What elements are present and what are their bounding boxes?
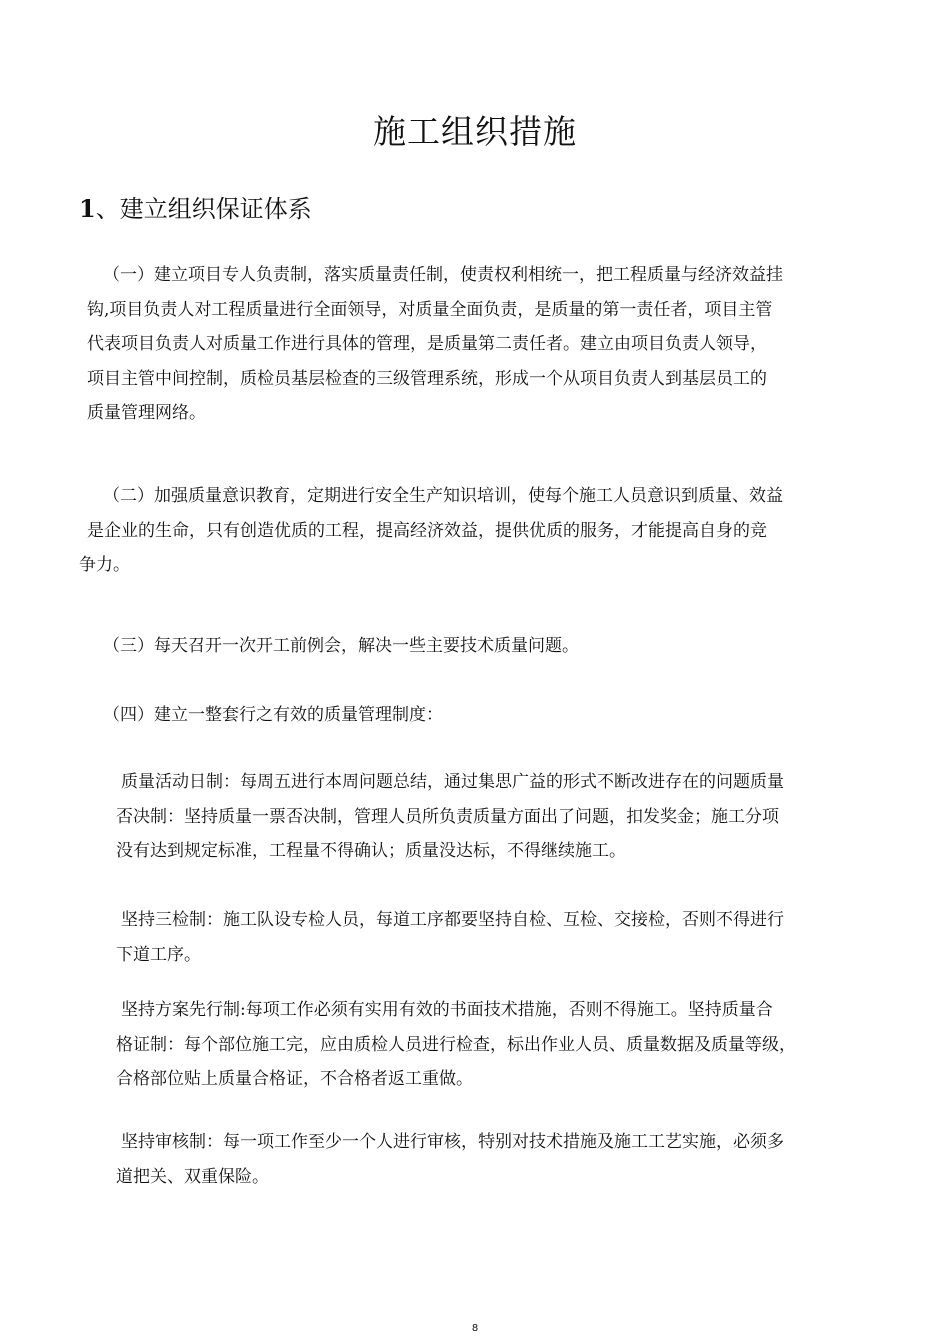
section-heading (79, 192, 312, 226)
paragraph-2 (79, 479, 783, 583)
paragraph-line: 格证制：每个部位施工完，应由质检人员进行检查，标出作业人员、质量数据及质量等级， (116, 1034, 796, 1055)
paragraph-line: 代表项目负责人对质量工作进行具体的管理，是质量第二责任者。建立由项目负责人领导， (87, 334, 767, 354)
paragraph-line: （四）建立一整套行之有效的质量管理制度： (103, 705, 443, 725)
paragraph-line: 否决制：坚持质量一票否决制，管理人员所负责质量方面出了问题，扣发奖金；施工分项 (116, 806, 779, 827)
page-number: 8 (471, 1323, 479, 1334)
paragraph-line: 是企业的生命，只有创造优质的工程，提高经济效益，提供优质的服务，才能提高自身的竞 (87, 520, 767, 541)
section-number: 1 (79, 194, 96, 223)
paragraph-5 (116, 765, 784, 869)
paragraph-line: 争力。 (79, 555, 130, 575)
paragraph-line: 下道工序。 (116, 944, 201, 965)
paragraph-line: 项目主管中间控制，质检员基层检查的三级管理系统，形成一个从项目负责人到基层员工的 (87, 368, 767, 389)
paragraph-4 (103, 698, 443, 733)
paragraph-6 (116, 903, 784, 972)
paragraph-line: （一）建立项目专人负责制，落实质量责任制，使责权利相统一，把工程质量与经济效益挂 (103, 265, 783, 285)
paragraph-line: 没有达到规定标准，工程量不得确认；质量没达标，不得继续施工。 (116, 841, 626, 861)
paragraph-7 (116, 993, 796, 1097)
paragraph-line: 质量管理网络。 (87, 403, 206, 423)
paragraph-line: 坚持方案先行制:每项工作必须有实用有效的书面技术措施，否则不得施工。坚持质量合 (121, 1000, 773, 1020)
paragraph-line: 质量活动日制：每周五进行本周问题总结，通过集思广益的形式不断改进存在的问题质量 (121, 772, 784, 792)
paragraph-line: （三）每天召开一次开工前例会，解决一些主要技术质量问题。 (103, 636, 579, 656)
paragraph-3 (103, 629, 579, 664)
paragraph-line: 坚持三检制：施工队设专检人员，每道工序都要坚持自检、互检、交接检，否则不得进行 (121, 910, 784, 930)
paragraph-line: 合格部位贴上质量合格证，不合格者返工重做。 (116, 1069, 473, 1089)
paragraph-line: （二）加强质量意识教育，定期进行安全生产知识培训，使每个施工人员意识到质量、效益 (103, 486, 783, 506)
paragraph-line: 坚持审核制：每一项工作至少一个人进行审核，特别对技术措施及施工工艺实施，必须多 (121, 1132, 784, 1152)
section-title: 、建立组织保证体系 (95, 195, 312, 223)
paragraph-line: 道把关、双重保险。 (116, 1166, 269, 1187)
page-title: 施工组织措施 (373, 112, 577, 151)
paragraph-8 (116, 1125, 784, 1194)
paragraph-line: 钩,项目负责人对工程质量进行全面领导，对质量全面负责，是质量的第一责任者，项目主管 (87, 299, 773, 320)
paragraph-1 (87, 258, 783, 431)
